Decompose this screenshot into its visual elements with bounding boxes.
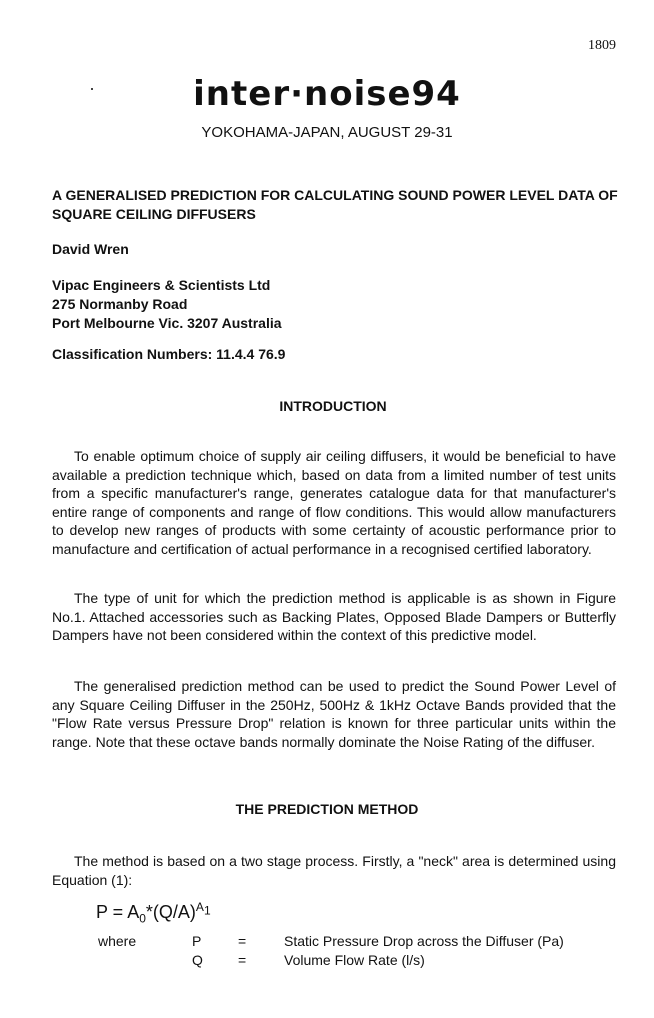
paper-title: A GENERALISED PREDICTION FOR CALCULATING SOUND POWER LEVEL DATA OF SQUARE CEILING DIFFUSERS [52,187,618,222]
where-description: Volume Flow Rate (l/s) [284,952,425,968]
conference-logo: inter·noise94 [193,74,461,114]
equation-middle: *(Q/A) [145,902,196,922]
intro-paragraph: To enable optimum choice of supply air ceiling diffusers, it would be beneficial to have available a prediction technique which, based on data from a limited number of test units from a specific manufacturer's range, generates catalogue data for that manufacturer's entire range of components and range of flow conditions. This would allow manufacturers to develop new ranges of products with some certainty of acoustic performance prior to manufacture and certification of actual performance in a recognised certified laboratory. [52,448,616,557]
equation-exponent-subscript: 1 [203,903,211,918]
where-equals: = [238,952,247,968]
intro-paragraph: The type of unit for which the prediction method is applicable is as shown in Figure No.1. Attached accessories such as Backing Plates, Opposed Blade Dampers or Butterfly Dampers have not been considered within the context of this predictive model. [52,590,616,644]
equation-lhs: P = A [96,902,140,922]
where-symbol: P [192,933,202,949]
intro-paragraph: The generalised prediction method can be used to predict the Sound Power Level of any Square Ceiling Diffuser in the 250Hz, 500Hz & 1kHz Octave Bands provided that the "Flow Rate versus Pressure Drop" relation is known for three particular units within the range. Note that these octave bands normally dominate the Noise Rating of the diffuser. [52,678,616,750]
classification-numbers: Classification Numbers: 11.4.4 76.9 [52,346,286,362]
where-symbol: Q [192,952,203,968]
equation-1 [96,900,211,926]
author-name: David Wren [52,241,129,257]
equation-subscript: 0 [139,911,146,926]
affiliation-block [52,276,282,333]
where-equals: = [238,933,247,949]
where-description: Static Pressure Drop across the Diffuser (Pa) [284,933,564,949]
affiliation-line: Port Melbourne Vic. 3207 Australia [52,315,282,331]
page-number: 1809 [588,38,616,53]
equation-exponent [195,900,211,918]
affiliation-line: Vipac Engineers & Scientists Ltd [52,277,271,293]
affiliation-line: 275 Normanby Road [52,296,188,312]
introduction-heading: INTRODUCTION [279,398,387,414]
conference-subtitle: YOKOHAMA-JAPAN, AUGUST 29-31 [201,124,453,141]
method-paragraph: The method is based on a two stage process. Firstly, a "neck" area is determined using Equation (1): [52,853,616,888]
method-heading: THE PREDICTION METHOD [235,801,419,817]
where-label: where [98,933,137,949]
equation-exponent-base: A [195,900,204,914]
